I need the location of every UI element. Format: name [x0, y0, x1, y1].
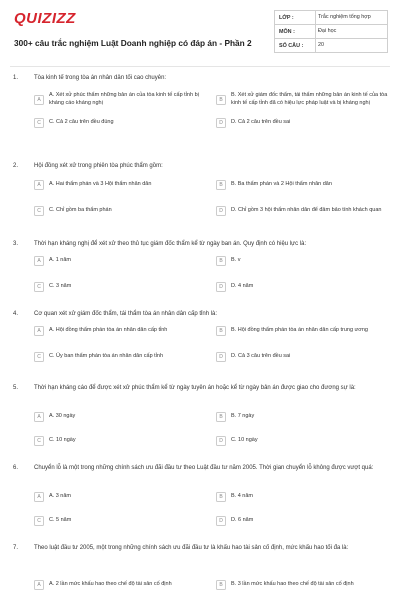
option-a[interactable]	[34, 580, 206, 590]
option-letter-badge: B	[216, 580, 226, 590]
option-letter-badge: D	[216, 118, 226, 128]
option-b[interactable]	[216, 492, 388, 502]
question-text: Tòa kinh tế trong tòa án nhân dân tối cao chuyên:	[34, 75, 167, 81]
option-text: A. 3 năm	[49, 493, 72, 500]
question-number: 5.	[13, 385, 19, 391]
option-a[interactable]	[34, 92, 206, 107]
header	[0, 0, 400, 62]
option-text: C. 3 năm	[49, 283, 72, 290]
option-d[interactable]	[216, 282, 388, 292]
option-b[interactable]	[216, 92, 388, 107]
option-text: D. 4 năm	[231, 283, 254, 290]
option-text: B. 7 ngày	[231, 413, 255, 420]
option-text: C. Chỉ gồm ba thẩm phán	[49, 207, 112, 214]
option-text: C. Ủy ban thẩm phán tòa án nhân dân cấp tỉnh	[49, 353, 164, 360]
option-letter-badge: A	[34, 180, 44, 190]
option-text: B. v	[231, 257, 241, 264]
option-letter-badge: A	[34, 412, 44, 422]
option-c[interactable]	[34, 206, 206, 216]
option-c[interactable]	[34, 516, 206, 526]
question-text: Thời hạn kháng nghị để xét xử theo thủ tục giám đốc thẩm kể từ ngày ban án. Quy định có hiệu lực là:	[34, 241, 307, 247]
meta-table	[274, 10, 388, 53]
option-d[interactable]	[216, 436, 388, 446]
option-text: A. 2 lần mức khấu hao theo chế độ tài sản cố định	[49, 581, 172, 588]
option-text: A. Xét xử phúc thẩm những bản án của tòa kinh tế cấp tỉnh bị kháng cáo kháng nghị	[49, 92, 199, 106]
option-grid	[34, 240, 392, 320]
option-b[interactable]	[216, 412, 388, 422]
question-number: 1.	[13, 75, 19, 81]
option-text: D. Chỉ gồm 3 hội thẩm nhân dân để đảm bảo tính khách quan	[231, 207, 382, 214]
option-b[interactable]	[216, 256, 388, 266]
option-b[interactable]	[216, 580, 388, 590]
option-letter-badge: A	[34, 580, 44, 590]
quizizz-logo: QUIZIZZ	[14, 10, 76, 27]
meta-row-count: SỐ CÂU : 20	[275, 39, 387, 52]
question-7	[0, 544, 400, 600]
question-3	[0, 240, 400, 320]
option-grid	[34, 464, 392, 544]
option-a[interactable]	[34, 256, 206, 266]
option-text: A. Hội đồng thẩm phán tòa án nhân dân cấp tỉnh	[49, 327, 168, 334]
question-text: Theo luật đầu tư 2005, một trong những chính sách ưu đãi đầu tư là khấu hao tài sản cố định, mức khấu hao tối đa là:	[34, 545, 349, 551]
question-1	[0, 74, 400, 154]
option-letter-badge: D	[216, 282, 226, 292]
option-text: A. 30 ngày	[49, 413, 76, 420]
option-text: A. 1 năm	[49, 257, 72, 264]
option-letter-badge: B	[216, 95, 226, 105]
option-a[interactable]	[34, 492, 206, 502]
option-letter-badge: C	[34, 352, 44, 362]
option-letter-badge: A	[34, 95, 44, 105]
option-text: D. Cả 2 câu trên đều sai	[231, 119, 291, 126]
option-text: C. 10 ngày	[231, 437, 258, 444]
option-letter-badge: D	[216, 436, 226, 446]
option-grid	[34, 162, 392, 242]
question-number: 4.	[13, 311, 19, 317]
option-text: B. 4 năm	[231, 493, 254, 500]
option-c[interactable]	[34, 282, 206, 292]
option-letter-badge: C	[34, 436, 44, 446]
option-c[interactable]	[34, 436, 206, 446]
option-letter-badge: D	[216, 516, 226, 526]
option-letter-badge: C	[34, 206, 44, 216]
option-d[interactable]	[216, 516, 388, 526]
question-text: Cơ quan xét xử giám đốc thẩm, tái thẩm tòa án nhân dân cấp tỉnh là:	[34, 311, 218, 317]
option-letter-badge: A	[34, 256, 44, 266]
option-letter-badge: A	[34, 326, 44, 336]
option-letter-badge: C	[34, 118, 44, 128]
option-text: D. 6 năm	[231, 517, 254, 524]
option-d[interactable]	[216, 206, 388, 216]
page-title: 300+ câu trắc nghiệm Luật Doanh nghiệp có đáp án - Phần 2	[14, 38, 252, 48]
option-text: C. Cả 2 câu trên đều đúng	[49, 119, 114, 126]
option-letter-badge: D	[216, 352, 226, 362]
question-4	[0, 310, 400, 390]
option-letter-badge: C	[34, 516, 44, 526]
question-number: 6.	[13, 465, 19, 471]
option-text: B. 3 lần mức khấu hao theo chế độ tài sản cố định	[231, 581, 354, 588]
option-grid	[34, 384, 392, 464]
question-text: Thời hạn kháng cáo để được xét xử phúc thẩm kể từ ngày tuyên án hoặc kể từ ngày bản án được giao cho đương sự là:	[34, 385, 356, 391]
option-d[interactable]	[216, 352, 388, 362]
option-text: A. Hai thẩm phán và 3 Hội thẩm nhân dân	[49, 181, 152, 188]
question-text: Chuyển lỗ là một trong những chính sách ưu đãi đầu tư theo Luật đầu tư năm 2005. Thời gian chuyển lỗ không được vượt quá:	[34, 465, 374, 471]
option-letter-badge: B	[216, 492, 226, 502]
option-text: B. Xét xử giám đốc thẩm, tái thẩm những bản án kinh tế của tòa kinh tế cấp tỉnh đã có hiệu lực pháp luật và bị kháng nghị	[231, 92, 388, 106]
question-number: 7.	[13, 545, 19, 551]
option-letter-badge: C	[34, 282, 44, 292]
option-letter-badge: B	[216, 412, 226, 422]
option-text: D. Cả 3 câu trên đều sai	[231, 353, 291, 360]
option-letter-badge: B	[216, 256, 226, 266]
option-a[interactable]	[34, 180, 206, 190]
option-a[interactable]	[34, 326, 206, 336]
option-grid	[34, 74, 392, 154]
meta-row-class: LỚP : Trắc nghiệm tổng hợp	[275, 11, 387, 25]
option-letter-badge: A	[34, 492, 44, 502]
option-text: C. 5 năm	[49, 517, 72, 524]
option-b[interactable]	[216, 326, 388, 336]
option-b[interactable]	[216, 180, 388, 190]
header-divider	[10, 66, 390, 67]
option-a[interactable]	[34, 412, 206, 422]
option-grid	[34, 310, 392, 390]
option-text: B. Ba thẩm phán và 2 Hội thẩm nhân dân	[231, 181, 332, 188]
question-number: 3.	[13, 241, 19, 247]
option-text: C. 10 ngày	[49, 437, 76, 444]
option-d[interactable]	[216, 118, 388, 128]
option-letter-badge: B	[216, 326, 226, 336]
option-c[interactable]	[34, 352, 206, 362]
question-6	[0, 464, 400, 544]
option-c[interactable]	[34, 118, 206, 128]
option-grid	[34, 544, 392, 600]
question-2	[0, 162, 400, 242]
question-text: Hội đồng xét xử trong phiên tòa phúc thẩm gồm:	[34, 163, 163, 169]
option-letter-badge: D	[216, 206, 226, 216]
option-text: B. Hội đồng thẩm phán tòa án nhân dân cấp trung ương	[231, 327, 368, 334]
meta-row-subject: MÔN : Đại học	[275, 25, 387, 39]
option-letter-badge: B	[216, 180, 226, 190]
question-number: 2.	[13, 163, 19, 169]
question-5	[0, 384, 400, 464]
